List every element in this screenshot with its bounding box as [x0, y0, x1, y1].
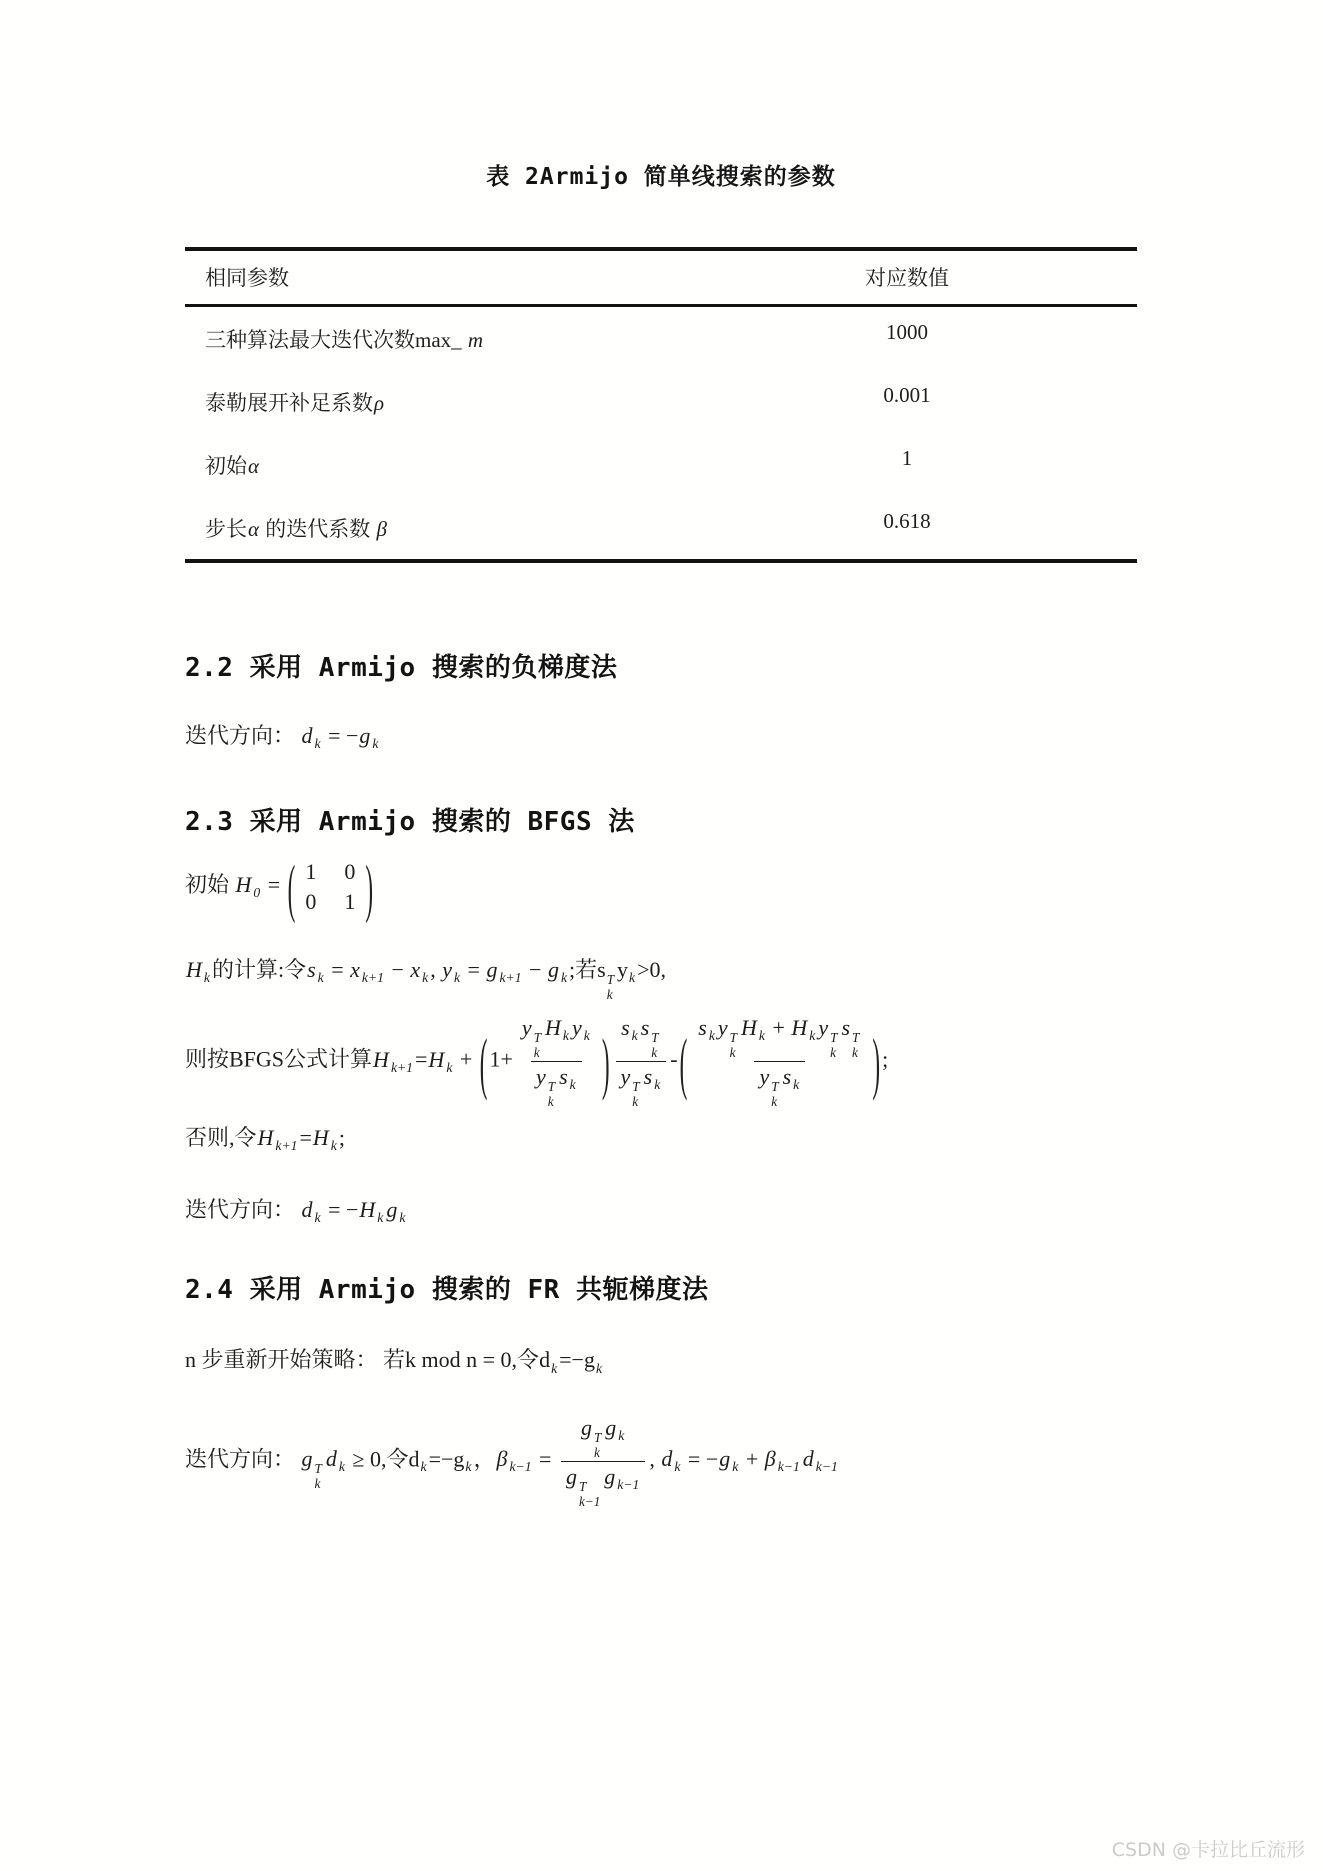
math-token: k	[422, 970, 429, 986]
big-paren: )	[872, 1022, 881, 1101]
math-token: k	[314, 1210, 321, 1226]
math-token: =	[533, 1446, 557, 1472]
hk-calculation-line	[185, 953, 1137, 1002]
math-token: g	[486, 957, 498, 983]
sup-sub	[607, 973, 614, 1002]
math-token: H	[359, 1197, 376, 1223]
math-token: k+1	[361, 970, 384, 986]
math-token: g	[359, 723, 371, 748]
value-cell: 0.618	[883, 509, 931, 533]
big-paren: )	[365, 850, 374, 924]
subscript: k	[606, 987, 613, 1003]
iteration-direction-line-2-3	[185, 1193, 1137, 1235]
math-token: k	[674, 1459, 681, 1475]
math-token: 的迭代系数	[260, 516, 376, 541]
math-token: g	[453, 1446, 465, 1472]
math-token: H	[186, 957, 202, 983]
math-token: 步重新开始策略： 若	[201, 1347, 406, 1373]
subscript: k	[632, 1094, 639, 1110]
math-token: +	[740, 1446, 764, 1472]
subscript: k	[729, 1045, 736, 1061]
superscript: T	[771, 1079, 779, 1095]
sup-sub	[651, 1031, 658, 1060]
fraction-numerator	[616, 1014, 666, 1061]
math-token: k−1	[509, 1459, 532, 1475]
iteration-direction-line-2-4	[185, 1414, 1137, 1509]
param-cell	[205, 387, 677, 417]
math-token: H	[741, 1015, 757, 1041]
math-token: y	[442, 957, 452, 983]
fraction	[517, 1014, 596, 1109]
matrix-cell: 0	[344, 859, 356, 885]
watermark: CSDN @卡拉比丘流形	[1111, 1839, 1305, 1861]
parameters-table	[185, 247, 1137, 563]
big-paren: )	[601, 1022, 610, 1101]
math-token: =	[462, 957, 486, 983]
math-token: s	[698, 1015, 707, 1041]
param-cell	[205, 513, 677, 543]
sup-sub	[315, 1462, 322, 1491]
superscript: T	[533, 1030, 542, 1046]
math-token: x	[410, 957, 421, 983]
bfgs-formula-line	[185, 1014, 1137, 1109]
math-token: 令	[517, 1347, 540, 1373]
math-token: s	[597, 957, 606, 983]
math-token: n	[185, 1347, 202, 1373]
otherwise-line	[185, 1121, 1137, 1163]
math-token: =−	[428, 1446, 454, 1472]
math-token: =−	[559, 1347, 584, 1373]
superscript: T	[852, 1030, 860, 1046]
fraction-denominator	[561, 1461, 645, 1509]
math-token: k	[314, 736, 321, 752]
sup-sub	[830, 1031, 837, 1060]
math-token: k	[618, 1427, 625, 1443]
math-token: 三种算法最大迭代次数	[205, 327, 415, 352]
math-token: 则按BFGS公式计算	[185, 1046, 373, 1072]
sup-sub	[632, 1080, 639, 1109]
math-token: g	[719, 1446, 731, 1472]
fraction	[616, 1014, 667, 1109]
math-token: k	[317, 970, 324, 986]
math-token: 初始	[185, 872, 235, 898]
math-token: 初始	[205, 453, 247, 478]
math-token: = −	[322, 1197, 359, 1223]
math-token: d	[408, 1446, 420, 1472]
math-token: g	[605, 1414, 617, 1440]
math-token: 1+	[489, 1046, 513, 1072]
table-row	[185, 370, 1137, 433]
math-token: 泰勒展开补足系数	[205, 390, 373, 415]
math-token: β	[764, 1446, 776, 1472]
math-token: ρ	[374, 390, 385, 415]
sup-sub	[579, 1480, 600, 1509]
subscript: k	[771, 1094, 778, 1110]
math-token: d	[661, 1446, 673, 1472]
table-header-param: 相同参数	[205, 266, 289, 290]
math-token: k−1	[777, 1459, 800, 1475]
math-token: H	[791, 1015, 808, 1041]
math-token: +	[766, 1015, 791, 1041]
table-header-row	[185, 251, 1137, 307]
subscript: k−1	[578, 1493, 601, 1509]
fraction-denominator	[754, 1061, 805, 1109]
math-token: y	[617, 957, 629, 983]
big-paren: (	[287, 850, 296, 924]
matrix	[301, 857, 359, 917]
matrix-cell: 1	[344, 889, 356, 915]
subscript: k	[593, 1444, 600, 1460]
math-token: k	[595, 1360, 603, 1376]
math-token: = −	[682, 1446, 719, 1472]
math-token: k	[372, 736, 379, 752]
math-token: k	[399, 1210, 406, 1226]
matrix-cell: 1	[305, 859, 317, 885]
math-token: =	[415, 1046, 428, 1072]
math-token: k	[203, 970, 210, 986]
section-heading-2-4: 2.4 采用 Armijo 搜索的 FR 共轭梯度法	[185, 1275, 709, 1306]
superscript: T	[314, 1461, 322, 1477]
math-token: y	[717, 1015, 728, 1041]
math-token: ,	[649, 1446, 661, 1472]
math-token: d	[539, 1347, 551, 1373]
math-token: k	[654, 1077, 661, 1093]
math-token: H	[428, 1046, 445, 1072]
initial-h0-line	[185, 850, 1137, 924]
superscript: T	[547, 1079, 556, 1095]
subscript: k	[314, 1476, 321, 1492]
math-token: >0,	[637, 957, 667, 983]
math-token: k	[338, 1459, 345, 1475]
math-token: ，	[473, 1446, 496, 1472]
math-token: y	[571, 1015, 582, 1041]
param-cell	[205, 450, 677, 480]
param-cell	[205, 324, 677, 354]
fraction-numerator	[517, 1014, 596, 1061]
math-token: y	[620, 1064, 631, 1090]
math-token: H	[312, 1125, 329, 1151]
table-row	[185, 496, 1137, 559]
math-token: y	[521, 1015, 532, 1041]
sup-sub	[548, 1080, 555, 1109]
restart-strategy-line	[185, 1343, 1137, 1385]
math-token: 0	[253, 885, 261, 901]
math-token: ;	[338, 1125, 345, 1151]
sup-sub	[534, 1031, 541, 1060]
value-cell: 1	[901, 446, 913, 470]
math-token: 迭代方向：	[185, 1197, 301, 1223]
math-token: H	[373, 1046, 389, 1072]
table-row	[185, 433, 1137, 496]
math-token: 迭代方向：	[185, 723, 301, 748]
document-content	[185, 162, 1137, 1509]
math-token: k	[708, 1028, 715, 1044]
math-token: k	[569, 1077, 576, 1093]
fraction-denominator	[531, 1061, 582, 1109]
matrix-cell: 0	[305, 889, 317, 915]
math-token: s	[621, 1015, 630, 1041]
superscript: T	[651, 1030, 659, 1046]
fraction-numerator	[693, 1014, 866, 1061]
sup-sub	[594, 1431, 601, 1460]
math-token: d	[301, 723, 313, 748]
superscript: T	[578, 1478, 587, 1494]
fraction	[561, 1414, 645, 1509]
subscript: k	[533, 1045, 540, 1061]
math-token: H	[257, 1125, 274, 1151]
math-token: ,	[430, 957, 442, 983]
math-token: k−1	[617, 1476, 640, 1492]
math-token: β	[376, 516, 387, 541]
math-token: k	[446, 1059, 453, 1075]
math-token: 的计算:令	[211, 957, 307, 983]
math-token: −	[523, 957, 547, 983]
math-token: k	[465, 1459, 472, 1475]
math-token: = −	[322, 723, 359, 748]
math-token: s	[307, 957, 316, 983]
math-token: s	[643, 1064, 653, 1090]
math-token: g	[547, 957, 559, 983]
math-token: 令	[386, 1446, 409, 1472]
math-token: k	[758, 1028, 765, 1044]
math-token: g	[386, 1197, 398, 1223]
value-cell: 0.001	[883, 383, 931, 407]
section-heading-2-3: 2.3 采用 Armijo 搜索的 BFGS 法	[185, 807, 635, 838]
math-token: k−1	[815, 1459, 838, 1475]
math-token: g	[604, 1463, 616, 1489]
sup-sub	[852, 1031, 859, 1060]
math-token: =	[262, 872, 286, 898]
math-token: α	[248, 516, 260, 541]
math-token: g	[565, 1463, 577, 1489]
math-token: k+1	[499, 970, 522, 986]
sup-sub	[771, 1080, 778, 1109]
math-token: β	[496, 1446, 508, 1472]
math-token: H	[545, 1015, 561, 1041]
math-token: d	[325, 1446, 337, 1472]
math-token: k	[377, 1210, 384, 1226]
math-token: k	[453, 970, 461, 986]
subscript: k	[547, 1094, 554, 1110]
superscript: T	[593, 1429, 602, 1445]
superscript: T	[830, 1030, 838, 1046]
math-token: k	[793, 1077, 800, 1093]
math-token: x	[350, 957, 360, 983]
section-heading-2-2: 2.2 采用 Armijo 搜索的负梯度法	[185, 653, 618, 683]
math-token: g	[580, 1414, 592, 1440]
math-token: k	[330, 1138, 337, 1154]
math-token: 步长	[205, 516, 247, 541]
table-header-value: 对应数值	[865, 266, 949, 290]
math-token: s	[841, 1015, 851, 1041]
sup-sub	[730, 1031, 737, 1060]
subscript: k	[852, 1045, 858, 1061]
math-token: d	[301, 1197, 313, 1223]
math-token: y	[818, 1015, 829, 1041]
superscript: T	[632, 1079, 640, 1095]
math-token: 迭代方向：	[185, 1446, 301, 1472]
math-token: α	[248, 453, 260, 478]
math-token: −	[385, 957, 410, 983]
math-token: k	[560, 970, 567, 986]
math-token: =	[299, 1125, 312, 1151]
math-token: d	[802, 1446, 814, 1472]
table-row	[185, 307, 1137, 370]
big-paren: (	[479, 1022, 488, 1101]
value-cell: 1000	[886, 320, 928, 344]
math-token: +	[454, 1046, 478, 1072]
math-token: y	[759, 1064, 770, 1090]
math-token: =	[325, 957, 350, 983]
table-caption: 表 2Armijo 简单线搜索的参数	[486, 164, 836, 190]
math-token: m	[467, 327, 484, 352]
math-token: -	[670, 1046, 678, 1072]
math-token: H	[235, 872, 252, 898]
math-token: k	[809, 1028, 816, 1044]
fraction-denominator	[616, 1061, 667, 1109]
math-token: 否则,令	[185, 1125, 257, 1151]
math-token: y	[536, 1064, 546, 1090]
superscript: T	[729, 1030, 738, 1046]
math-token: s	[559, 1064, 568, 1090]
math-token: k+1	[390, 1059, 413, 1075]
fraction-numerator	[576, 1414, 630, 1461]
math-token: ;	[882, 1046, 889, 1072]
subscript: k	[651, 1045, 658, 1061]
math-token: k+1	[275, 1138, 298, 1154]
math-token: k	[631, 1028, 638, 1044]
iteration-direction-line-2-2	[185, 719, 1137, 761]
math-token: k	[583, 1028, 590, 1044]
math-token: max_	[415, 327, 467, 352]
big-paren: (	[679, 1022, 688, 1101]
math-token: k	[732, 1459, 739, 1475]
math-token: k	[629, 970, 636, 986]
math-token: g	[583, 1347, 595, 1373]
math-token: k mod n = 0,	[405, 1347, 518, 1373]
superscript: T	[606, 972, 615, 988]
math-token: s	[640, 1015, 650, 1041]
math-token: ;若	[569, 957, 598, 983]
math-token: k	[551, 1360, 558, 1376]
math-token: k	[562, 1028, 569, 1044]
math-token: s	[782, 1064, 792, 1090]
math-token: g	[301, 1446, 313, 1472]
math-token: k	[420, 1459, 427, 1475]
subscript: k	[830, 1045, 836, 1061]
fraction	[693, 1014, 866, 1109]
math-token: ≥ 0,	[346, 1446, 387, 1472]
